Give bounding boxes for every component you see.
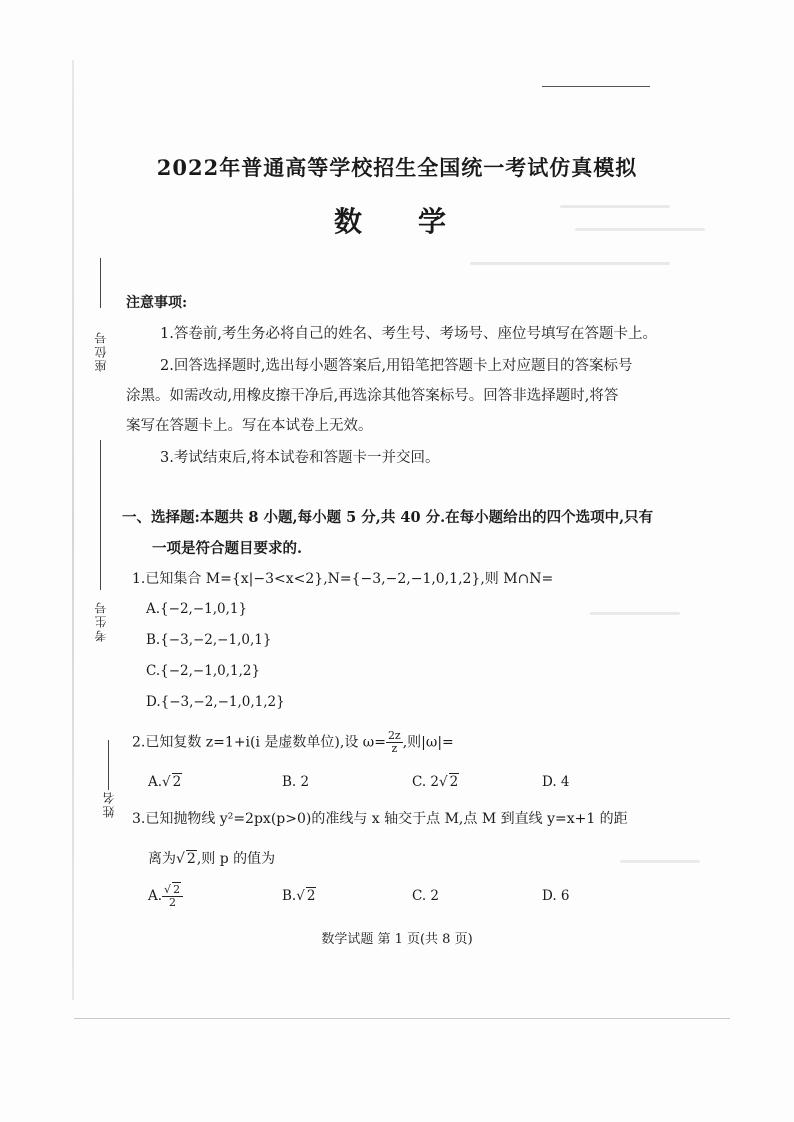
seat-number-line <box>100 258 101 308</box>
question-1-option-b: B.{−3,−2,−1,0,1} <box>146 632 272 648</box>
question-2-stem-text: 2.已知复数 z=1+i(i 是虚数单位),设 ω= <box>132 734 386 751</box>
question-3-option-b: B.√ 2 <box>282 888 316 904</box>
subject-title: 数 学 <box>333 205 460 238</box>
exam-number-line <box>100 440 101 590</box>
question-1-option-d: D.{−3,−2,−1,0,1,2} <box>146 694 285 710</box>
question-3-stem-cont: 离为√ 2,则 p 的值为 <box>148 851 276 867</box>
radicand: 2 <box>173 883 181 896</box>
question-2-option-a: A.√ 2 <box>148 774 182 790</box>
notice-line: 1.答卷前,考生务必将自己的姓名、考生号、考场号、座位号填写在答题卡上。 <box>160 326 657 342</box>
question-2-stem-text: ,则|ω|= <box>402 734 454 751</box>
section-heading: 一、选择题:本题共 8 小题,每小题 5 分,共 40 分.在每小题给出的四个选项中,只有 <box>122 509 654 526</box>
question-1-stem: 1.已知集合 M={x|−3<x<2},N={−3,−2,−1,0,1,2},则 M∩N= <box>132 571 554 587</box>
page-footer: 数学试题 第 1 页(共 8 页) <box>321 932 473 947</box>
exam-number-label: 考生号 <box>94 600 108 642</box>
question-3-stem: 3.已知抛物线 y²=2px(p>0)的准线与 x 轴交于点 M,点 M 到直线 y=x+1 的距 <box>132 811 628 827</box>
seat-number-label: 座位号 <box>94 330 108 372</box>
question-1-option-c: C.{−2,−1,0,1,2} <box>146 663 261 679</box>
option-prefix: B. <box>282 888 297 904</box>
bleed-through-mark <box>590 612 680 615</box>
question-2-option-b: B. 2 <box>282 774 310 790</box>
question-3-option-c: C. 2 <box>412 888 440 904</box>
radicand: 2 <box>172 774 182 790</box>
question-2-stem <box>132 730 454 755</box>
name-line <box>108 740 109 790</box>
question-3-option-d: D. 6 <box>542 888 570 904</box>
scan-edge-bottom <box>74 1018 730 1019</box>
question-2-option-d: D. 4 <box>542 774 570 790</box>
option-prefix: A. <box>148 774 163 790</box>
option-prefix: A. <box>148 888 163 904</box>
fraction-numerator: 2z <box>387 729 401 742</box>
fraction-numerator: √ 2 <box>162 884 183 897</box>
bleed-through-mark <box>470 262 670 265</box>
option-prefix: C. 2 <box>412 774 440 790</box>
fraction-denominator: 2 <box>169 896 177 909</box>
name-label: 姓名 <box>102 790 116 818</box>
notice-line: 涂黑。如需改动,用橡皮擦干净后,再选涂其他答案标号。回答非选择题时,将答 <box>126 388 619 404</box>
bleed-through-mark <box>620 860 700 863</box>
question-3-option-a <box>148 884 183 909</box>
stem-text: ,则 p 的值为 <box>196 851 276 867</box>
radicand: 2 <box>449 774 459 790</box>
notice-line: 3.考试结束后,将本试卷和答题卡一并交回。 <box>160 450 440 466</box>
notice-line: 2.回答选择题时,选出每小题答案后,用铅笔把答题卡上对应题目的答案标号 <box>160 358 633 374</box>
notice-heading: 注意事项: <box>126 295 188 311</box>
notice-line: 案写在答题卡上。写在本试卷上无效。 <box>126 418 373 434</box>
radicand: 2 <box>306 888 316 904</box>
section-heading-cont: 一项是符合题目要求的. <box>152 540 303 557</box>
radicand: 2 <box>186 851 196 867</box>
question-2-option-c: C. 2√ 2 <box>412 774 459 790</box>
top-rule <box>542 86 650 87</box>
fraction <box>386 730 403 755</box>
question-1-option-a: A.{−2,−1,0,1} <box>146 601 248 617</box>
exam-title: 2022年普通高等学校招生全国统一考试仿真模拟 <box>156 155 638 180</box>
fraction-denominator: z <box>391 742 398 755</box>
fraction <box>162 884 183 909</box>
stem-text: 离为 <box>148 851 176 867</box>
